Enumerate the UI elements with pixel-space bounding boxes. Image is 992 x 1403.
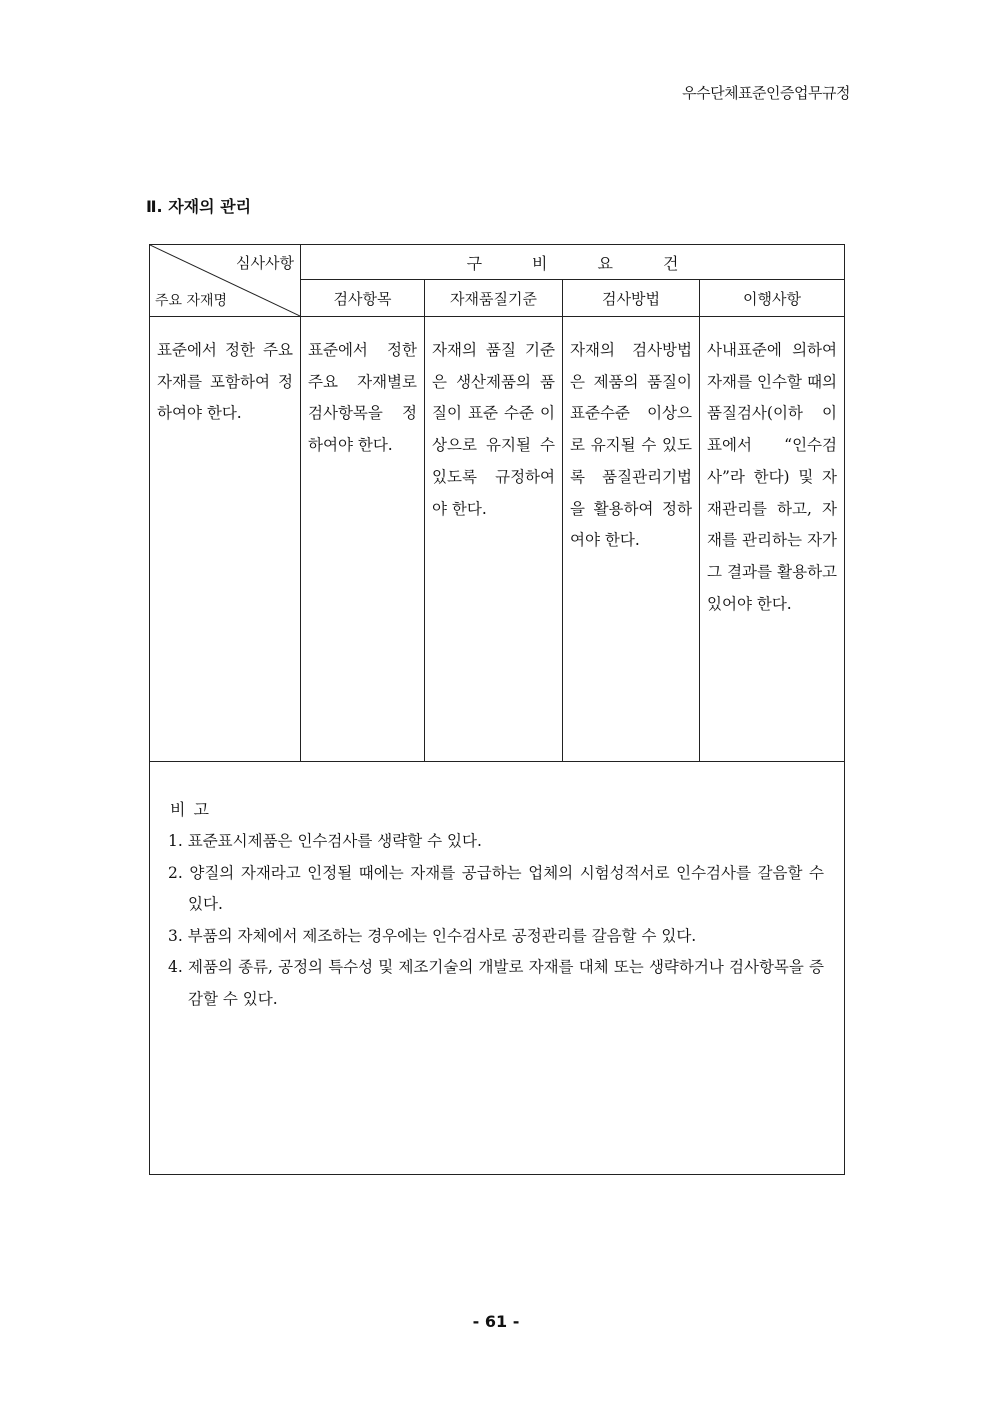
notes-title: 비고: [170, 800, 217, 819]
note-item: 2. 양질의 자재라고 인정될 때에는 자재를 공급하는 업체의 시험성적서로 인수검사를 갈음할 수 있다.: [168, 863, 825, 913]
section-title: Ⅱ. 자재의 관리: [146, 197, 252, 216]
cell-material: 표준에서 정한 주요자재를 포함하여 정하여야 한다.: [150, 317, 301, 762]
cell-implementation: 사내표준에 의하여 자재를 인수할 때의 품질검사(이하 이 표에서 “인수검사”라 한다) 및 자재관리를 하고, 자재를 관리하는 자가 그 결과를 활용하고 있어야 한다.: [700, 317, 845, 762]
note-item: 3. 부품의 자체에서 제조하는 경우에는 인수검사로 공정관리를 갈음할 수 있다.: [168, 926, 697, 945]
notes-cell: [150, 762, 845, 1175]
column-header-implementation: 이행사항: [700, 280, 845, 317]
column-header-inspection-items: 검사항목: [301, 280, 425, 317]
cell-inspection-method: 자재의 검사방법은 제품의 품질이 표준수준 이상으로 유지될 수 있도록 품질관리기법을 활용하여 정하여야 한다.: [563, 317, 700, 762]
corner-header-cell: [150, 245, 301, 317]
cell-quality-standard: 자재의 품질 기준은 생산제품의 품질이 표준 수준 이상으로 유지될 수 있도록 규정하여야 한다.: [425, 317, 563, 762]
corner-top-label: 심사사항: [236, 254, 294, 272]
requirements-header: 구비요건: [301, 245, 845, 280]
cell-inspection-items: 표준에서 정한 주요 자재별로 검사항목을 정하여야 한다.: [301, 317, 425, 762]
corner-bottom-label: 주요 자재명: [155, 293, 228, 309]
running-header: 우수단체표준인증업무규정: [682, 84, 850, 102]
note-item: 4. 제품의 종류, 공정의 특수성 및 제조기술의 개발로 자재를 대체 또는 생략하거나 검사항목을 증감할 수 있다.: [168, 958, 825, 1008]
page-number: - 61 -: [472, 1312, 520, 1331]
note-item: 1. 표준표시제품은 인수검사를 생략할 수 있다.: [168, 832, 482, 850]
column-header-quality-standard: 자재품질기준: [425, 280, 563, 317]
column-header-inspection-method: 검사방법: [563, 280, 700, 317]
table-row: [150, 317, 845, 762]
requirements-table: [149, 244, 845, 1175]
